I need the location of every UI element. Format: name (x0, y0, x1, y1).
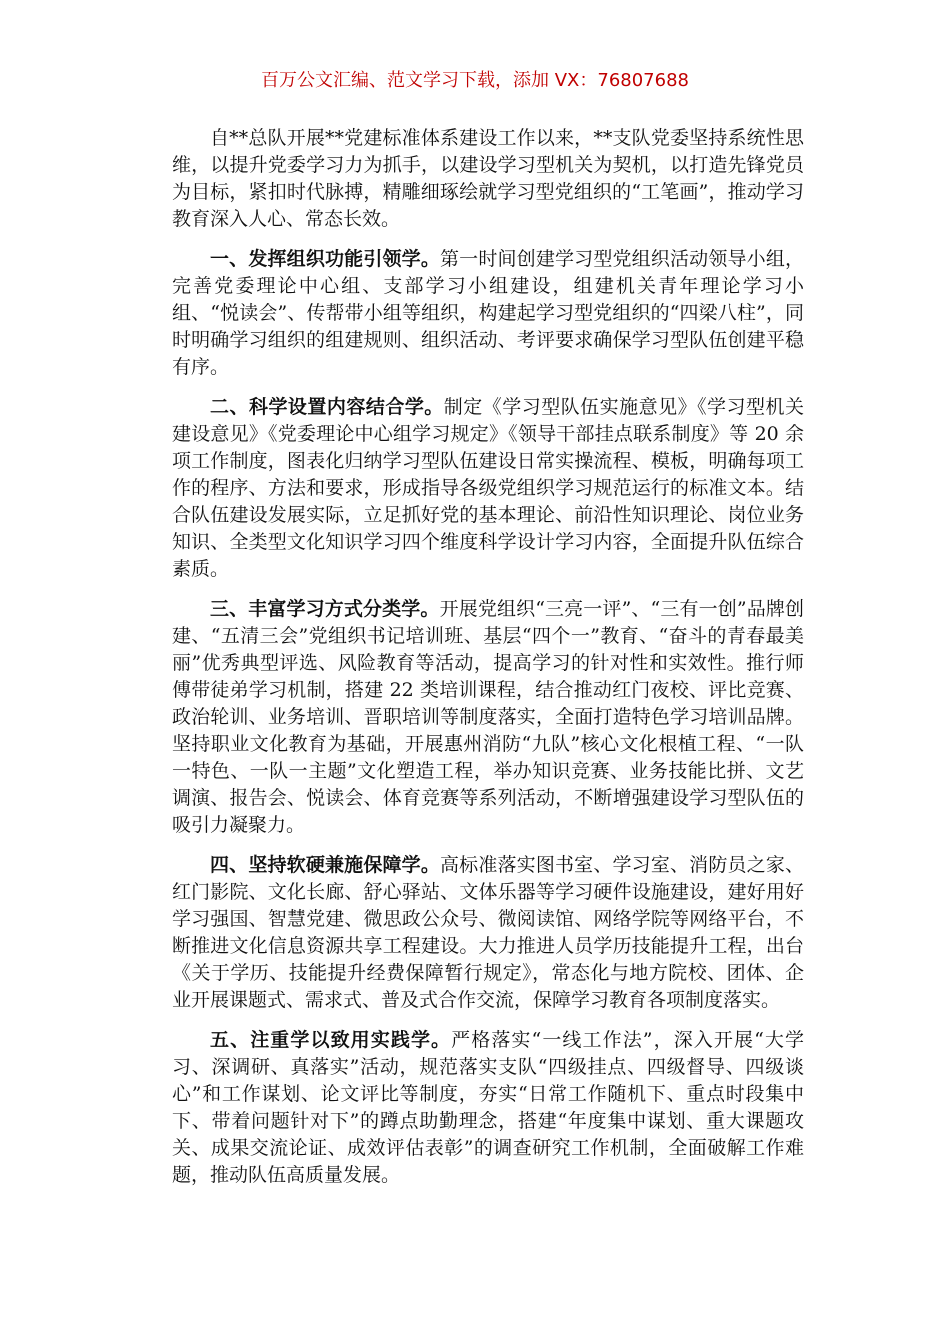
section-paragraph-1 (172, 246, 804, 381)
intro-paragraph: 自**总队开展**党建标准体系建设工作以来，**支队党委坚持系统性思维，以提升党委学习力为抓手，以建设学习型机关为契机，以打造先锋党员为目标，紧扣时代脉搏，精雕细琢绘就学习型党组织的“工笔画”，推动学习教育深入人心、常态长效。 (172, 127, 804, 230)
section-heading-1: 一、发挥组织功能引领学。 (210, 248, 440, 270)
section-paragraph-2 (172, 394, 804, 583)
section-paragraph-5 (172, 1027, 804, 1189)
section-heading-3: 三、丰富学习方式分类学。 (210, 598, 440, 620)
header-banner: 百万公文汇编、范文学习下载，添加 VX：76807688 (261, 70, 689, 91)
section-paragraph-4 (172, 852, 804, 1014)
document-body (172, 125, 804, 1202)
section-paragraph-3 (172, 596, 804, 839)
section-body-1: 第一时间创建学习型党组织活动领导小组，完善党委理论中心组、支部学习小组建设，组建机关青年理论学习小组、“悦读会”、传帮带小组等组织，构建起学习型党组织的“四梁八柱”，同时明确学习组织的组建规则、组织活动、考评要求确保学习型队伍创建平稳有序。 (172, 248, 804, 378)
section-body-3: 开展党组织“三亮一评”、“三有一创”品牌创建、“五清三会”党组织书记培训班、基层“四个一”教育、“奋斗的青春最美丽”优秀典型评选、风险教育等活动，提高学习的针对性和实效性。推行师傅带徒弟学习机制，搭建 22 类培训课程，结合推动红门夜校、评比竞赛、政治轮训、业务培训、晋职培训等制度落实，全面打造特色学习培训品牌。坚持职业文化教育为基础，开展惠州消防“九队”核心文化根植工程、“一队一特色、一队一主题”文化塑造工程，举办知识竞赛、业务技能比拼、文艺调演、报告会、悦读会、体育竞赛等系列活动，不断增强建设学习型队伍的吸引力凝聚力。 (172, 598, 804, 836)
section-body-2: 制定《学习型队伍实施意见》《学习型机关建设意见》《党委理论中心组学习规定》《领导干部挂点联系制度》等 20 余项工作制度，图表化归纳学习型队伍建设日常实操流程、模板，明确每项工作的程序、方法和要求，形成指导各级党组织学习规范运行的标准文本。结合队伍建设发展实际，立足抓好党的基本理论、前沿性知识理论、岗位业务知识、全类型文化知识学习四个维度科学设计学习内容，全面提升队伍综合素质。 (172, 396, 804, 580)
section-body-4: 高标准落实图书室、学习室、消防员之家、红门影院、文化长廊、舒心驿站、文体乐器等学习硬件设施建设，建好用好学习强国、智慧党建、微思政公众号、微阅读馆、网络学院等网络平台，不断推进文化信息资源共享工程建设。大力推进人员学历技能提升工程，出台《关于学历、技能提升经费保障暂行规定》，常态化与地方院校、团体、企业开展课题式、需求式、普及式合作交流，保障学习教育各项制度落实。 (172, 854, 804, 1011)
section-heading-4: 四、坚持软硬兼施保障学。 (210, 854, 440, 876)
section-heading-2: 二、科学设置内容结合学。 (210, 396, 444, 418)
section-heading-5: 五、注重学以致用实践学。 (210, 1029, 452, 1051)
section-body-5: 严格落实“一线工作法”，深入开展“大学习、深调研、真落实”活动，规范落实支队“四级挂点、四级督导、四级谈心”和工作谋划、论文评比等制度，夯实“日常工作随机下、重点时段集中下、带着问题针对下”的蹲点助勤理念，搭建“年度集中谋划、重大课题攻关、成果交流论证、成效评估表彰”的调查研究工作机制，全面破解工作难题，推动队伍高质量发展。 (172, 1029, 804, 1186)
